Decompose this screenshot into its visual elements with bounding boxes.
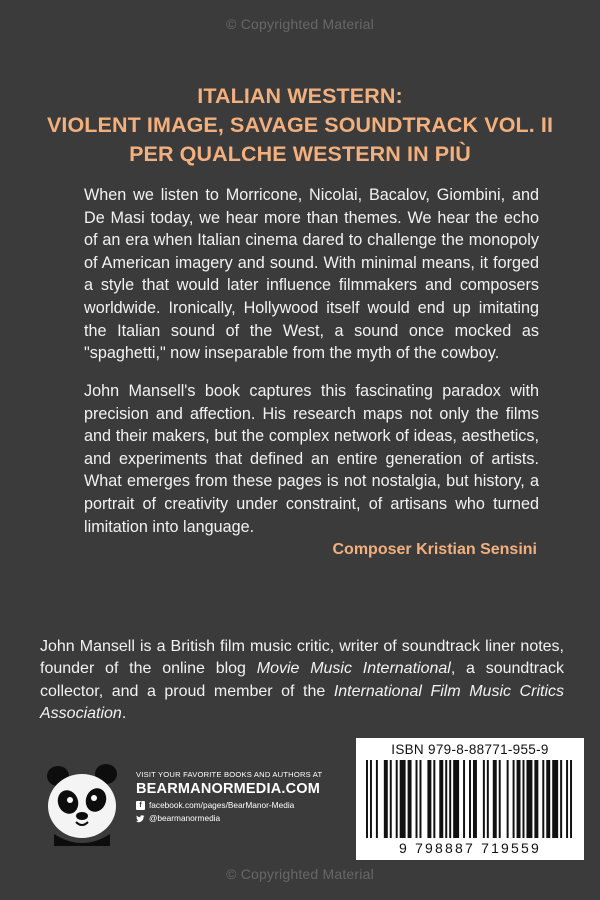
publisher-facebook[interactable] — [136, 800, 366, 810]
publisher-visit-text: VISIT YOUR FAVORITE BOOKS AND AUTHORS AT — [136, 770, 323, 779]
publisher-text — [136, 770, 366, 823]
twitter-handle: @bearmanormedia — [149, 813, 221, 823]
isbn-barcode — [356, 738, 584, 860]
watermark-bottom: © Copyrighted Material — [226, 866, 374, 882]
bio-association-name: International Film Music Critics Association — [40, 682, 564, 723]
barcode-digits: 9 798887 719559 — [399, 840, 541, 856]
isbn-number: ISBN 979-8-88771-955-9 — [391, 742, 549, 757]
facebook-url: facebook.com/pages/BearManor-Media — [149, 800, 295, 810]
book-title — [0, 82, 600, 169]
blurb-paragraph-2: John Mansell's book captures this fascinating paradox with precision and affection. His research maps not only the films and their makers, but the complex network of ideas, aesthetics, and experiments that defined an entire generation of artists. What emerges from these pages is not nostalgia, but history, a portrait of creativity under constraint, of artisans who turned limitation into language. — [84, 382, 539, 536]
author-bio — [40, 636, 564, 726]
publisher-twitter[interactable] — [136, 813, 366, 823]
watermark-top: © Copyrighted Material — [226, 16, 374, 32]
blurb-paragraph-1: When we listen to Morricone, Nicolai, Bacalov, Giombini, and De Masi today, we hear more than themes. We hear the echo of an era when Italian cinema dared to challenge the monopoly of American imagery and sound. With minimal means, it forged a style that would later influence filmmakers and composers worldwide. Ironically, Hollywood itself would end up imitating the Italian sound of the West, a sound once mocked as "spaghetti," now inseparable from the myth of the cowboy. — [84, 186, 539, 363]
publisher-block — [40, 760, 360, 850]
publisher-website[interactable]: BEARMANORMEDIA.COM — [136, 781, 321, 797]
twitter-icon — [136, 814, 145, 823]
bio-text-3: . — [121, 705, 127, 723]
blurb-attribution: Composer Kristian Sensini — [332, 541, 537, 558]
facebook-icon: f — [136, 801, 145, 810]
panda-logo-icon — [40, 760, 126, 846]
bio-text-1: John Mansell is a British film music critic, writer of soundtrack liner notes, founder of the online blog — [40, 638, 564, 678]
title-line-3: PER QUALCHE WESTERN IN PIÙ — [129, 142, 471, 166]
title-line-1: ITALIAN WESTERN: — [197, 84, 403, 108]
bio-text-2: , a soundtrack collector, and a proud member of the — [40, 660, 565, 700]
bio-blog-name: Movie Music International — [256, 660, 451, 678]
barcode-icon — [366, 760, 574, 838]
title-line-2: VIOLENT IMAGE, SAVAGE SOUNDTRACK VOL. II — [46, 113, 554, 137]
